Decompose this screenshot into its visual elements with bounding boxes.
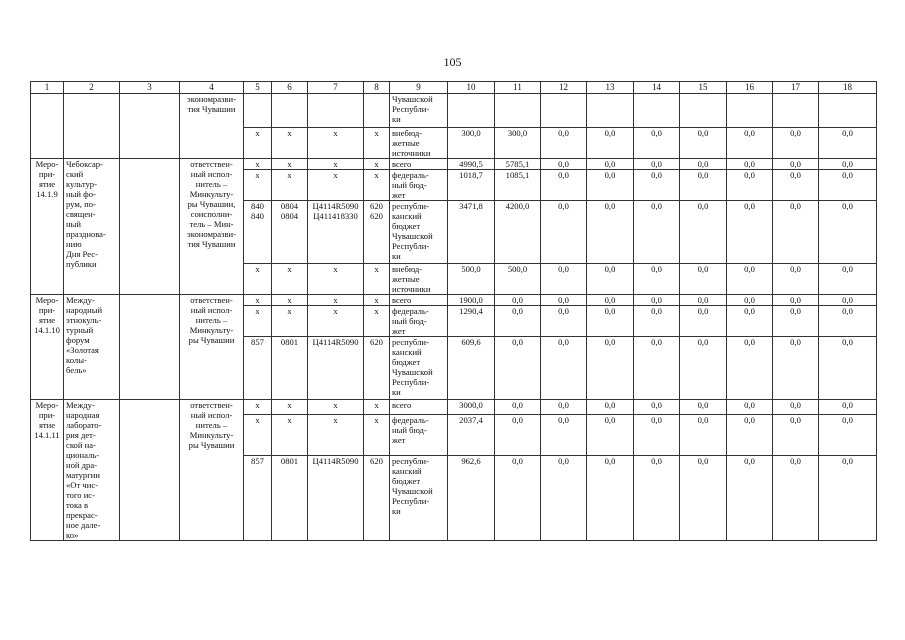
value-cell: 0,0 — [587, 128, 634, 159]
value-cell: 0,0 — [727, 414, 773, 456]
header-cell: 1 — [31, 82, 64, 94]
value-cell: 0,0 — [680, 295, 727, 306]
value-cell: 0,0 — [541, 414, 587, 456]
value-cell: 0,0 — [773, 170, 819, 201]
value-cell: 0,0 — [727, 295, 773, 306]
value-cell: 0,0 — [773, 159, 819, 170]
value-cell: 0,0 — [541, 264, 587, 295]
table-row — [31, 295, 877, 306]
value-cell: 0,0 — [541, 295, 587, 306]
kbk-cell — [244, 94, 272, 128]
header-cell: 3 — [120, 82, 180, 94]
page-number: 105 — [443, 55, 462, 69]
value-cell: 0,0 — [634, 159, 680, 170]
value-cell: 3000,0 — [448, 400, 495, 415]
kbk-cell: х — [308, 170, 364, 201]
funding-source-cell: федераль- ный бюд- жет — [390, 170, 448, 201]
header-cell: 8 — [364, 82, 390, 94]
value-cell: 0,0 — [495, 400, 541, 415]
funding-source-cell: всего — [390, 400, 448, 415]
measure-code-cell: Меро- при- ятие 14.1.10 — [31, 295, 64, 400]
value-cell: 0,0 — [727, 456, 773, 541]
measure-name-cell: Чебоксар- ский культур- ный фо- рум, по- священ- ный празднова- нию Дня Рес- публики — [64, 159, 120, 295]
value-cell: 0,0 — [587, 264, 634, 295]
kbk-cell: х — [272, 264, 308, 295]
value-cell: 0,0 — [587, 201, 634, 264]
value-cell: 0,0 — [587, 400, 634, 415]
header-cell: 10 — [448, 82, 495, 94]
value-cell: 0,0 — [773, 456, 819, 541]
value-cell: 0,0 — [773, 295, 819, 306]
value-cell: 0,0 — [727, 170, 773, 201]
kbk-cell: х — [244, 306, 272, 337]
value-cell: 0,0 — [495, 306, 541, 337]
kbk-cell: х — [244, 159, 272, 170]
value-cell — [680, 94, 727, 128]
value-cell — [541, 94, 587, 128]
value-cell: 0,0 — [634, 264, 680, 295]
value-cell: 0,0 — [727, 159, 773, 170]
value-cell: 0,0 — [587, 159, 634, 170]
kbk-cell: х — [308, 295, 364, 306]
value-cell: 4200,0 — [495, 201, 541, 264]
value-cell: 500,0 — [448, 264, 495, 295]
kbk-cell: х — [272, 400, 308, 415]
value-cell: 500,0 — [495, 264, 541, 295]
value-cell: 0,0 — [680, 414, 727, 456]
kbk-cell: х — [364, 306, 390, 337]
value-cell: 0,0 — [495, 295, 541, 306]
value-cell: 0,0 — [819, 170, 877, 201]
value-cell: 0,0 — [773, 264, 819, 295]
kbk-cell: х — [364, 170, 390, 201]
code-cell — [31, 94, 64, 159]
value-cell: 0,0 — [541, 456, 587, 541]
measure-code-cell: Меро- при- ятие 14.1.9 — [31, 159, 64, 295]
kbk-cell: 857 — [244, 337, 272, 400]
header-cell: 14 — [634, 82, 680, 94]
value-cell: 0,0 — [727, 400, 773, 415]
kbk-cell: х — [272, 128, 308, 159]
kbk-cell: х — [244, 128, 272, 159]
kbk-cell: х — [272, 170, 308, 201]
header-cell: 13 — [587, 82, 634, 94]
kbk-cell: х — [308, 264, 364, 295]
value-cell: 0,0 — [587, 170, 634, 201]
value-cell: 300,0 — [448, 128, 495, 159]
value-cell: 0,0 — [773, 201, 819, 264]
value-cell: 0,0 — [727, 264, 773, 295]
executor-cell: ответствен- ный испол- нитель – Минкульту- ры Чувашии — [180, 295, 244, 400]
value-cell: 0,0 — [819, 159, 877, 170]
value-cell: 1085,1 — [495, 170, 541, 201]
header-cell: 15 — [680, 82, 727, 94]
kbk-cell: х — [308, 159, 364, 170]
value-cell: 300,0 — [495, 128, 541, 159]
empty-cell — [120, 400, 180, 541]
funding-source-cell: федераль- ный бюд- жет — [390, 306, 448, 337]
funding-source-cell: внебюд- жетные источники — [390, 128, 448, 159]
funding-source-cell: внебюд- жетные источники — [390, 264, 448, 295]
funding-source-cell: республи- канский бюджет Чувашской Республи- ки — [390, 201, 448, 264]
value-cell: 1290,4 — [448, 306, 495, 337]
value-cell: 0,0 — [680, 306, 727, 337]
kbk-cell: х — [308, 400, 364, 415]
value-cell: 0,0 — [680, 128, 727, 159]
budget-table — [30, 81, 877, 541]
measure-name-cell: Между- народная лаборато- рия дет- ской на- циональ- ной дра- матургии «От чис- того ис- тока в прекрас- ное дале- ко» — [64, 400, 120, 541]
funding-source-cell: федераль- ный бюд- жет — [390, 414, 448, 456]
value-cell: 0,0 — [727, 201, 773, 264]
kbk-cell: 840 840 — [244, 201, 272, 264]
kbk-cell: 620 — [364, 337, 390, 400]
kbk-cell: х — [364, 414, 390, 456]
funding-source-cell: республи- канский бюджет Чувашской Республи- ки — [390, 456, 448, 541]
value-cell — [587, 94, 634, 128]
value-cell: 0,0 — [819, 306, 877, 337]
value-cell: 0,0 — [541, 400, 587, 415]
value-cell: 0,0 — [634, 337, 680, 400]
value-cell — [448, 94, 495, 128]
value-cell: 0,0 — [541, 306, 587, 337]
value-cell: 0,0 — [680, 400, 727, 415]
kbk-cell: х — [308, 414, 364, 456]
value-cell: 0,0 — [634, 414, 680, 456]
kbk-cell: Ц4114R5090 Ц411418330 — [308, 201, 364, 264]
value-cell: 2037,4 — [448, 414, 495, 456]
kbk-cell: х — [364, 128, 390, 159]
value-cell: 0,0 — [819, 337, 877, 400]
value-cell: 0,0 — [727, 128, 773, 159]
header-cell: 12 — [541, 82, 587, 94]
value-cell: 0,0 — [680, 201, 727, 264]
kbk-cell: 0801 — [272, 337, 308, 400]
kbk-cell — [272, 94, 308, 128]
kbk-cell: х — [308, 128, 364, 159]
value-cell: 1900,0 — [448, 295, 495, 306]
value-cell: 5785,1 — [495, 159, 541, 170]
value-cell: 0,0 — [773, 128, 819, 159]
value-cell: 0,0 — [495, 337, 541, 400]
value-cell: 0,0 — [541, 337, 587, 400]
table-row — [31, 159, 877, 170]
kbk-cell: Ц4114R5090 — [308, 337, 364, 400]
table-row — [31, 400, 877, 415]
value-cell: 0,0 — [727, 337, 773, 400]
empty-cell — [120, 295, 180, 400]
funding-source-cell: всего — [390, 295, 448, 306]
value-cell: 0,0 — [634, 201, 680, 264]
value-cell: 0,0 — [680, 159, 727, 170]
value-cell: 962,6 — [448, 456, 495, 541]
name-cell — [64, 94, 120, 159]
executor-cell: экономразви- тия Чувашии — [180, 94, 244, 159]
value-cell: 0,0 — [773, 400, 819, 415]
value-cell: 0,0 — [819, 456, 877, 541]
value-cell — [773, 94, 819, 128]
value-cell: 0,0 — [819, 400, 877, 415]
value-cell: 0,0 — [495, 456, 541, 541]
value-cell: 0,0 — [541, 159, 587, 170]
value-cell: 0,0 — [587, 337, 634, 400]
kbk-cell: х — [364, 400, 390, 415]
value-cell: 0,0 — [773, 306, 819, 337]
value-cell: 0,0 — [773, 337, 819, 400]
header-row — [31, 82, 877, 94]
measure-name-cell: Между- народный этнокуль- турный форум «Золотая колы- бель» — [64, 295, 120, 400]
value-cell: 0,0 — [773, 414, 819, 456]
header-cell: 6 — [272, 82, 308, 94]
value-cell: 0,0 — [634, 456, 680, 541]
value-cell — [634, 94, 680, 128]
value-cell: 0,0 — [680, 337, 727, 400]
value-cell: 0,0 — [587, 414, 634, 456]
executor-cell: ответствен- ный испол- нитель – Минкульту- ры Чувашии — [180, 400, 244, 541]
value-cell: 609,6 — [448, 337, 495, 400]
value-cell: 0,0 — [634, 128, 680, 159]
kbk-cell: 857 — [244, 456, 272, 541]
kbk-cell: х — [364, 264, 390, 295]
value-cell: 0,0 — [495, 414, 541, 456]
executor-cell: ответствен- ный испол- нитель – Минкульту- ры Чувашии, соисполни- тель – Мин- экономразви- тия Чувашии — [180, 159, 244, 295]
measure-code-cell: Меро- при- ятие 14.1.11 — [31, 400, 64, 541]
funding-source-cell: всего — [390, 159, 448, 170]
value-cell — [819, 94, 877, 128]
kbk-cell: х — [364, 159, 390, 170]
kbk-cell: 0804 0804 — [272, 201, 308, 264]
value-cell: 0,0 — [819, 201, 877, 264]
value-cell: 3471,8 — [448, 201, 495, 264]
value-cell: 0,0 — [634, 295, 680, 306]
header-cell: 11 — [495, 82, 541, 94]
funding-source-cell: Чувашской Республи- ки — [390, 94, 448, 128]
value-cell: 0,0 — [541, 128, 587, 159]
value-cell: 0,0 — [587, 295, 634, 306]
value-cell: 0,0 — [727, 306, 773, 337]
kbk-cell: х — [308, 306, 364, 337]
value-cell: 0,0 — [541, 170, 587, 201]
kbk-cell: х — [244, 264, 272, 295]
kbk-cell: х — [244, 295, 272, 306]
header-cell: 5 — [244, 82, 272, 94]
value-cell: 0,0 — [541, 201, 587, 264]
kbk-cell — [364, 94, 390, 128]
empty-cell — [120, 159, 180, 295]
value-cell: 0,0 — [634, 400, 680, 415]
kbk-cell: х — [244, 414, 272, 456]
value-cell: 4990,5 — [448, 159, 495, 170]
funding-source-cell: республи- канский бюджет Чувашской Республи- ки — [390, 337, 448, 400]
header-cell: 18 — [819, 82, 877, 94]
empty-cell — [120, 94, 180, 159]
header-cell: 9 — [390, 82, 448, 94]
kbk-cell: х — [364, 295, 390, 306]
header-cell: 16 — [727, 82, 773, 94]
value-cell: 0,0 — [634, 306, 680, 337]
kbk-cell — [308, 94, 364, 128]
kbk-cell: х — [272, 414, 308, 456]
kbk-cell: 620 — [364, 456, 390, 541]
kbk-cell: 620 620 — [364, 201, 390, 264]
kbk-cell: 0801 — [272, 456, 308, 541]
header-cell: 2 — [64, 82, 120, 94]
kbk-cell: х — [244, 170, 272, 201]
value-cell: 0,0 — [680, 456, 727, 541]
value-cell: 0,0 — [819, 414, 877, 456]
table-row — [31, 94, 877, 128]
value-cell: 0,0 — [819, 128, 877, 159]
header-cell: 7 — [308, 82, 364, 94]
value-cell: 0,0 — [819, 264, 877, 295]
kbk-cell: х — [244, 400, 272, 415]
kbk-cell: х — [272, 159, 308, 170]
value-cell: 0,0 — [587, 456, 634, 541]
value-cell: 0,0 — [680, 170, 727, 201]
value-cell: 1018,7 — [448, 170, 495, 201]
value-cell: 0,0 — [587, 306, 634, 337]
value-cell — [727, 94, 773, 128]
kbk-cell: Ц4114R5090 — [308, 456, 364, 541]
value-cell: 0,0 — [634, 170, 680, 201]
value-cell — [495, 94, 541, 128]
kbk-cell: х — [272, 295, 308, 306]
value-cell: 0,0 — [819, 295, 877, 306]
value-cell: 0,0 — [680, 264, 727, 295]
header-cell: 4 — [180, 82, 244, 94]
header-cell: 17 — [773, 82, 819, 94]
kbk-cell: х — [272, 306, 308, 337]
